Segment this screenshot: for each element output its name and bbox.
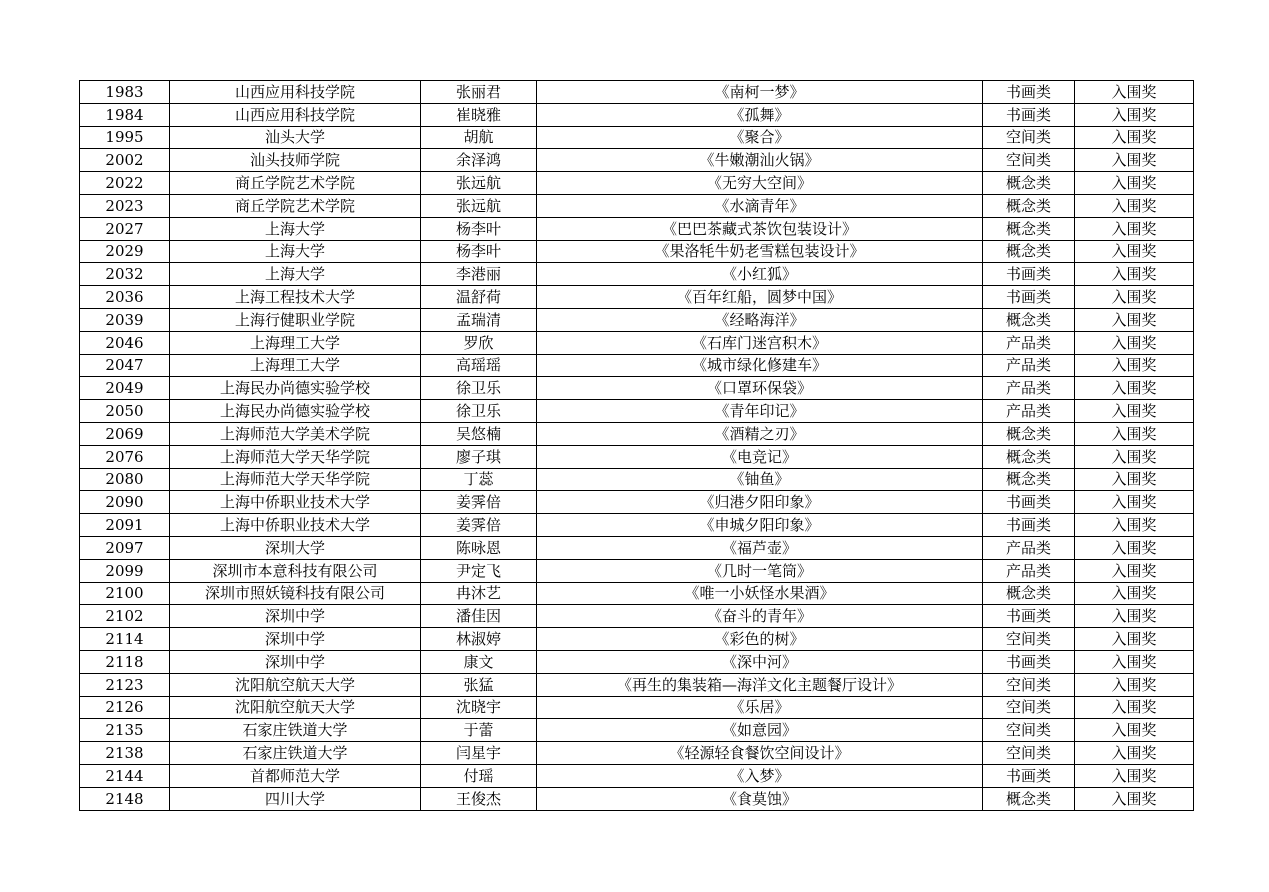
author-cell: 沈晓宇 (421, 696, 537, 719)
table-row (80, 719, 1194, 742)
school-cell: 深圳市本意科技有限公司 (170, 559, 421, 582)
table-row (80, 126, 1194, 149)
table-row (80, 514, 1194, 537)
author-cell: 吴悠楠 (421, 422, 537, 445)
award-cell: 入围奖 (1075, 240, 1194, 263)
author-cell: 潘佳因 (421, 605, 537, 628)
entry-number-cell: 2126 (80, 696, 170, 719)
category-cell: 概念类 (983, 445, 1075, 468)
school-cell: 上海中侨职业技术大学 (170, 491, 421, 514)
table-row (80, 81, 1194, 104)
author-cell: 闫星宇 (421, 742, 537, 765)
category-cell: 概念类 (983, 468, 1075, 491)
work-title-cell: 《归港夕阳印象》 (537, 491, 983, 514)
award-cell: 入围奖 (1075, 628, 1194, 651)
author-cell: 罗欣 (421, 331, 537, 354)
work-title-cell: 《电竞记》 (537, 445, 983, 468)
school-cell: 上海理工大学 (170, 331, 421, 354)
entry-number-cell: 2100 (80, 582, 170, 605)
award-cell: 入围奖 (1075, 377, 1194, 400)
award-cell: 入围奖 (1075, 445, 1194, 468)
table-row (80, 240, 1194, 263)
school-cell: 石家庄铁道大学 (170, 742, 421, 765)
category-cell: 概念类 (983, 422, 1075, 445)
author-cell: 丁蕊 (421, 468, 537, 491)
author-cell: 徐卫乐 (421, 400, 537, 423)
table-row (80, 696, 1194, 719)
author-cell: 康文 (421, 650, 537, 673)
school-cell: 汕头技师学院 (170, 149, 421, 172)
category-cell: 书画类 (983, 764, 1075, 787)
author-cell: 廖子琪 (421, 445, 537, 468)
table-row (80, 650, 1194, 673)
table-row (80, 536, 1194, 559)
school-cell: 上海中侨职业技术大学 (170, 514, 421, 537)
work-title-cell: 《唯一小妖怪水果酒》 (537, 582, 983, 605)
school-cell: 上海师范大学天华学院 (170, 468, 421, 491)
table-row (80, 331, 1194, 354)
entry-number-cell: 2144 (80, 764, 170, 787)
work-title-cell: 《小红狐》 (537, 263, 983, 286)
entry-number-cell: 2118 (80, 650, 170, 673)
category-cell: 空间类 (983, 719, 1075, 742)
school-cell: 深圳中学 (170, 650, 421, 673)
category-cell: 空间类 (983, 149, 1075, 172)
school-cell: 上海理工大学 (170, 354, 421, 377)
category-cell: 产品类 (983, 400, 1075, 423)
school-cell: 深圳中学 (170, 605, 421, 628)
award-list-body (80, 81, 1194, 811)
table-row (80, 422, 1194, 445)
table-row (80, 286, 1194, 309)
entry-number-cell: 2002 (80, 149, 170, 172)
category-cell: 概念类 (983, 172, 1075, 195)
table-row (80, 582, 1194, 605)
school-cell: 深圳市照妖镜科技有限公司 (170, 582, 421, 605)
school-cell: 上海民办尚德实验学校 (170, 400, 421, 423)
entry-number-cell: 2099 (80, 559, 170, 582)
category-cell: 书画类 (983, 605, 1075, 628)
work-title-cell: 《乐居》 (537, 696, 983, 719)
award-cell: 入围奖 (1075, 491, 1194, 514)
entry-number-cell: 2114 (80, 628, 170, 651)
entry-number-cell: 2138 (80, 742, 170, 765)
category-cell: 书画类 (983, 263, 1075, 286)
table-row (80, 308, 1194, 331)
category-cell: 书画类 (983, 81, 1075, 104)
work-title-cell: 《奋斗的青年》 (537, 605, 983, 628)
award-cell: 入围奖 (1075, 696, 1194, 719)
table-row (80, 400, 1194, 423)
school-cell: 深圳中学 (170, 628, 421, 651)
school-cell: 上海民办尚德实验学校 (170, 377, 421, 400)
work-title-cell: 《果洛牦牛奶老雪糕包装设计》 (537, 240, 983, 263)
work-title-cell: 《入梦》 (537, 764, 983, 787)
author-cell: 姜霁倍 (421, 514, 537, 537)
work-title-cell: 《酒精之刃》 (537, 422, 983, 445)
table-row (80, 787, 1194, 810)
work-title-cell: 《食莫蚀》 (537, 787, 983, 810)
table-row (80, 491, 1194, 514)
author-cell: 杨李叶 (421, 217, 537, 240)
work-title-cell: 《聚合》 (537, 126, 983, 149)
award-cell: 入围奖 (1075, 514, 1194, 537)
category-cell: 空间类 (983, 696, 1075, 719)
entry-number-cell: 2022 (80, 172, 170, 195)
entry-number-cell: 2047 (80, 354, 170, 377)
category-cell: 产品类 (983, 377, 1075, 400)
work-title-cell: 《口罩环保袋》 (537, 377, 983, 400)
school-cell: 石家庄铁道大学 (170, 719, 421, 742)
author-cell: 于蕾 (421, 719, 537, 742)
work-title-cell: 《百年红船，圆梦中国》 (537, 286, 983, 309)
school-cell: 沈阳航空航天大学 (170, 696, 421, 719)
school-cell: 首都师范大学 (170, 764, 421, 787)
work-title-cell: 《牛嫩潮汕火锅》 (537, 149, 983, 172)
table-row (80, 377, 1194, 400)
author-cell: 尹定飞 (421, 559, 537, 582)
school-cell: 上海行健职业学院 (170, 308, 421, 331)
school-cell: 山西应用科技学院 (170, 81, 421, 104)
author-cell: 冉沐艺 (421, 582, 537, 605)
entry-number-cell: 2091 (80, 514, 170, 537)
author-cell: 陈咏恩 (421, 536, 537, 559)
category-cell: 空间类 (983, 126, 1075, 149)
category-cell: 书画类 (983, 103, 1075, 126)
work-title-cell: 《铀鱼》 (537, 468, 983, 491)
award-cell: 入围奖 (1075, 194, 1194, 217)
school-cell: 上海大学 (170, 240, 421, 263)
award-cell: 入围奖 (1075, 149, 1194, 172)
award-cell: 入围奖 (1075, 263, 1194, 286)
entry-number-cell: 2029 (80, 240, 170, 263)
work-title-cell: 《巴巴茶藏式茶饮包装设计》 (537, 217, 983, 240)
work-title-cell: 《城市绿化修建车》 (537, 354, 983, 377)
award-cell: 入围奖 (1075, 673, 1194, 696)
category-cell: 概念类 (983, 240, 1075, 263)
category-cell: 概念类 (983, 194, 1075, 217)
entry-number-cell: 2036 (80, 286, 170, 309)
award-cell: 入围奖 (1075, 308, 1194, 331)
author-cell: 姜霁倍 (421, 491, 537, 514)
work-title-cell: 《青年印记》 (537, 400, 983, 423)
entry-number-cell: 1995 (80, 126, 170, 149)
school-cell: 汕头大学 (170, 126, 421, 149)
author-cell: 高瑶瑶 (421, 354, 537, 377)
award-cell: 入围奖 (1075, 468, 1194, 491)
table-row (80, 194, 1194, 217)
work-title-cell: 《几时一笔筒》 (537, 559, 983, 582)
table-row (80, 559, 1194, 582)
work-title-cell: 《水滴青年》 (537, 194, 983, 217)
table-row (80, 628, 1194, 651)
award-cell: 入围奖 (1075, 536, 1194, 559)
work-title-cell: 《石库门迷宫积木》 (537, 331, 983, 354)
work-title-cell: 《深中河》 (537, 650, 983, 673)
school-cell: 商丘学院艺术学院 (170, 172, 421, 195)
school-cell: 山西应用科技学院 (170, 103, 421, 126)
school-cell: 深圳大学 (170, 536, 421, 559)
table-row (80, 172, 1194, 195)
award-cell: 入围奖 (1075, 354, 1194, 377)
table-row (80, 149, 1194, 172)
category-cell: 书画类 (983, 491, 1075, 514)
award-cell: 入围奖 (1075, 172, 1194, 195)
entry-number-cell: 2032 (80, 263, 170, 286)
work-title-cell: 《彩色的树》 (537, 628, 983, 651)
entry-number-cell: 2076 (80, 445, 170, 468)
entry-number-cell: 2049 (80, 377, 170, 400)
entry-number-cell: 2069 (80, 422, 170, 445)
school-cell: 四川大学 (170, 787, 421, 810)
award-cell: 入围奖 (1075, 582, 1194, 605)
category-cell: 产品类 (983, 536, 1075, 559)
author-cell: 付瑶 (421, 764, 537, 787)
award-cell: 入围奖 (1075, 81, 1194, 104)
category-cell: 概念类 (983, 582, 1075, 605)
category-cell: 概念类 (983, 787, 1075, 810)
award-cell: 入围奖 (1075, 126, 1194, 149)
award-cell: 入围奖 (1075, 400, 1194, 423)
work-title-cell: 《经略海洋》 (537, 308, 983, 331)
entry-number-cell: 2046 (80, 331, 170, 354)
table-row (80, 354, 1194, 377)
work-title-cell: 《孤舞》 (537, 103, 983, 126)
author-cell: 孟瑞清 (421, 308, 537, 331)
award-list-table (79, 80, 1194, 811)
work-title-cell: 《南柯一梦》 (537, 81, 983, 104)
award-cell: 入围奖 (1075, 719, 1194, 742)
category-cell: 空间类 (983, 742, 1075, 765)
author-cell: 崔晓雅 (421, 103, 537, 126)
work-title-cell: 《轻源轻食餐饮空间设计》 (537, 742, 983, 765)
award-cell: 入围奖 (1075, 331, 1194, 354)
entry-number-cell: 2027 (80, 217, 170, 240)
author-cell: 胡航 (421, 126, 537, 149)
entry-number-cell: 2097 (80, 536, 170, 559)
award-cell: 入围奖 (1075, 605, 1194, 628)
school-cell: 上海工程技术大学 (170, 286, 421, 309)
award-cell: 入围奖 (1075, 286, 1194, 309)
category-cell: 产品类 (983, 559, 1075, 582)
award-cell: 入围奖 (1075, 650, 1194, 673)
award-cell: 入围奖 (1075, 422, 1194, 445)
author-cell: 张远航 (421, 172, 537, 195)
entry-number-cell: 1984 (80, 103, 170, 126)
table-row (80, 263, 1194, 286)
table-row (80, 764, 1194, 787)
entry-number-cell: 2148 (80, 787, 170, 810)
award-cell: 入围奖 (1075, 103, 1194, 126)
category-cell: 产品类 (983, 354, 1075, 377)
work-title-cell: 《无穷大空间》 (537, 172, 983, 195)
author-cell: 温舒荷 (421, 286, 537, 309)
award-cell: 入围奖 (1075, 764, 1194, 787)
category-cell: 书画类 (983, 514, 1075, 537)
author-cell: 张远航 (421, 194, 537, 217)
entry-number-cell: 2090 (80, 491, 170, 514)
entry-number-cell: 2023 (80, 194, 170, 217)
table-row (80, 742, 1194, 765)
school-cell: 上海大学 (170, 217, 421, 240)
award-cell: 入围奖 (1075, 559, 1194, 582)
school-cell: 上海大学 (170, 263, 421, 286)
entry-number-cell: 2080 (80, 468, 170, 491)
category-cell: 空间类 (983, 673, 1075, 696)
table-row (80, 468, 1194, 491)
category-cell: 书画类 (983, 286, 1075, 309)
category-cell: 产品类 (983, 331, 1075, 354)
work-title-cell: 《福芦壶》 (537, 536, 983, 559)
work-title-cell: 《申城夕阳印象》 (537, 514, 983, 537)
award-cell: 入围奖 (1075, 787, 1194, 810)
author-cell: 李港丽 (421, 263, 537, 286)
category-cell: 空间类 (983, 628, 1075, 651)
table-row (80, 605, 1194, 628)
entry-number-cell: 1983 (80, 81, 170, 104)
work-title-cell: 《再生的集装箱—海洋文化主题餐厅设计》 (537, 673, 983, 696)
award-cell: 入围奖 (1075, 217, 1194, 240)
school-cell: 上海师范大学美术学院 (170, 422, 421, 445)
entry-number-cell: 2123 (80, 673, 170, 696)
table-row (80, 103, 1194, 126)
entry-number-cell: 2050 (80, 400, 170, 423)
author-cell: 林淑婷 (421, 628, 537, 651)
award-cell: 入围奖 (1075, 742, 1194, 765)
entry-number-cell: 2102 (80, 605, 170, 628)
table-row (80, 673, 1194, 696)
author-cell: 徐卫乐 (421, 377, 537, 400)
table-row (80, 217, 1194, 240)
school-cell: 商丘学院艺术学院 (170, 194, 421, 217)
author-cell: 余泽鸿 (421, 149, 537, 172)
category-cell: 概念类 (983, 308, 1075, 331)
table-row (80, 445, 1194, 468)
school-cell: 上海师范大学天华学院 (170, 445, 421, 468)
author-cell: 张猛 (421, 673, 537, 696)
entry-number-cell: 2135 (80, 719, 170, 742)
author-cell: 张丽君 (421, 81, 537, 104)
author-cell: 杨李叶 (421, 240, 537, 263)
category-cell: 书画类 (983, 650, 1075, 673)
author-cell: 王俊杰 (421, 787, 537, 810)
category-cell: 概念类 (983, 217, 1075, 240)
work-title-cell: 《如意园》 (537, 719, 983, 742)
school-cell: 沈阳航空航天大学 (170, 673, 421, 696)
entry-number-cell: 2039 (80, 308, 170, 331)
